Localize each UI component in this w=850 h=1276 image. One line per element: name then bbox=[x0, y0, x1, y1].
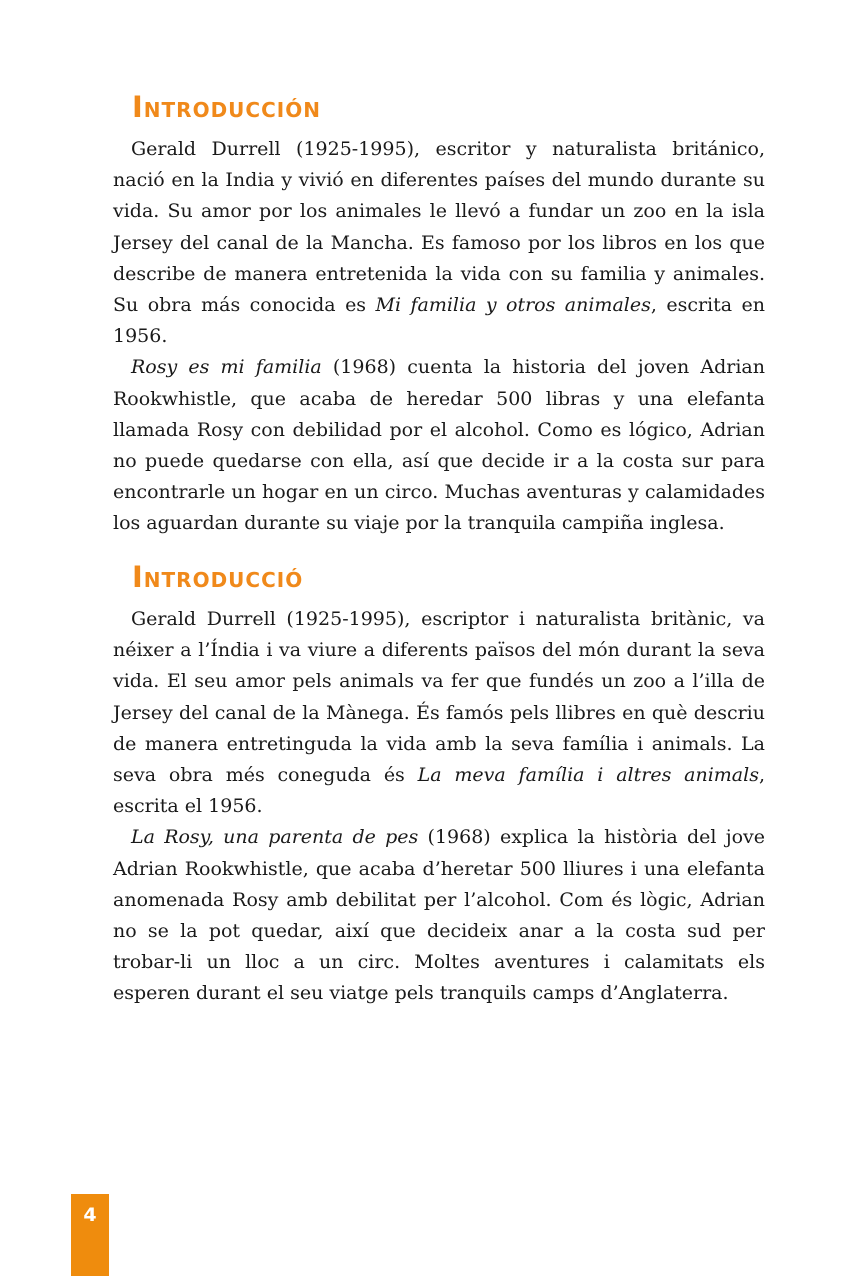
catalan-p1-text: Gerald Durrell (1925-1995), escriptor i naturalista britànic, va néixer a l’Índia i va viure a diferents països del món durant la seva vida. El seu amor pels animals va fer que fundés un zoo a l’illa de Jersey del canal de la Mànega. És famós pels llibres en què descriu de manera entretinguda la vida amb la seva família i animals. La seva obra més coneguda és bbox=[113, 608, 765, 787]
spanish-p1-end: , escrita en 1956. bbox=[113, 294, 766, 348]
page-number: 4 bbox=[71, 1194, 109, 1276]
catalan-p2-book-title: La Rosy, una parenta de pes bbox=[131, 826, 419, 849]
catalan-heading: Introducció bbox=[132, 560, 304, 594]
spanish-p1-text: Gerald Durrell (1925-1995), escritor y naturalista británico, nació en la India y vivió en diferentes países del mundo durante su vida. Su amor por los animales le llevó a fundar un zoo en la isla Jersey del canal de la Mancha. Es famoso por los libros en los que describe de manera entretenida la vida con su familia y animales. Su obra más conocida es bbox=[113, 138, 765, 317]
catalan-paragraph-2 bbox=[113, 822, 765, 1009]
catalan-paragraph-1 bbox=[113, 604, 765, 822]
spanish-heading: Introducción bbox=[132, 90, 321, 124]
spanish-paragraph-2 bbox=[113, 352, 765, 539]
catalan-p2-text: (1968) explica la història del jove Adrian Rookwhistle, que acaba d’heretar 500 lliures i una elefanta anomenada Rosy amb debilitat per l’alcohol. Com és lògic, Adrian no se la pot quedar, així que decideix anar a la costa sud per trobar-li un lloc a un circ. Moltes aventures i calamitats els esperen durant el seu viatge pels tranquils camps d’Anglaterra. bbox=[113, 826, 765, 1005]
spanish-paragraph-1 bbox=[113, 134, 765, 352]
spanish-p1-book-title: Mi familia y otros animales bbox=[375, 294, 651, 317]
spanish-p2-book-title: Rosy es mi familia bbox=[131, 356, 322, 379]
catalan-p1-book-title: La meva família i altres animals bbox=[417, 764, 759, 787]
catalan-introduction bbox=[113, 558, 765, 1010]
catalan-p1-end: , escrita el 1956. bbox=[113, 764, 765, 818]
spanish-introduction bbox=[113, 88, 765, 540]
spanish-p2-text: (1968) cuenta la historia del joven Adrian Rookwhistle, que acaba de heredar 500 libras y una elefanta llamada Rosy con debilidad por el alcohol. Como es lógico, Adrian no puede quedarse con ella, así que decide ir a la costa sur para encontrarle un hogar en un circo. Muchas aventuras y calamidades los aguardan durante su viaje por la tranquila campiña inglesa. bbox=[113, 356, 765, 535]
